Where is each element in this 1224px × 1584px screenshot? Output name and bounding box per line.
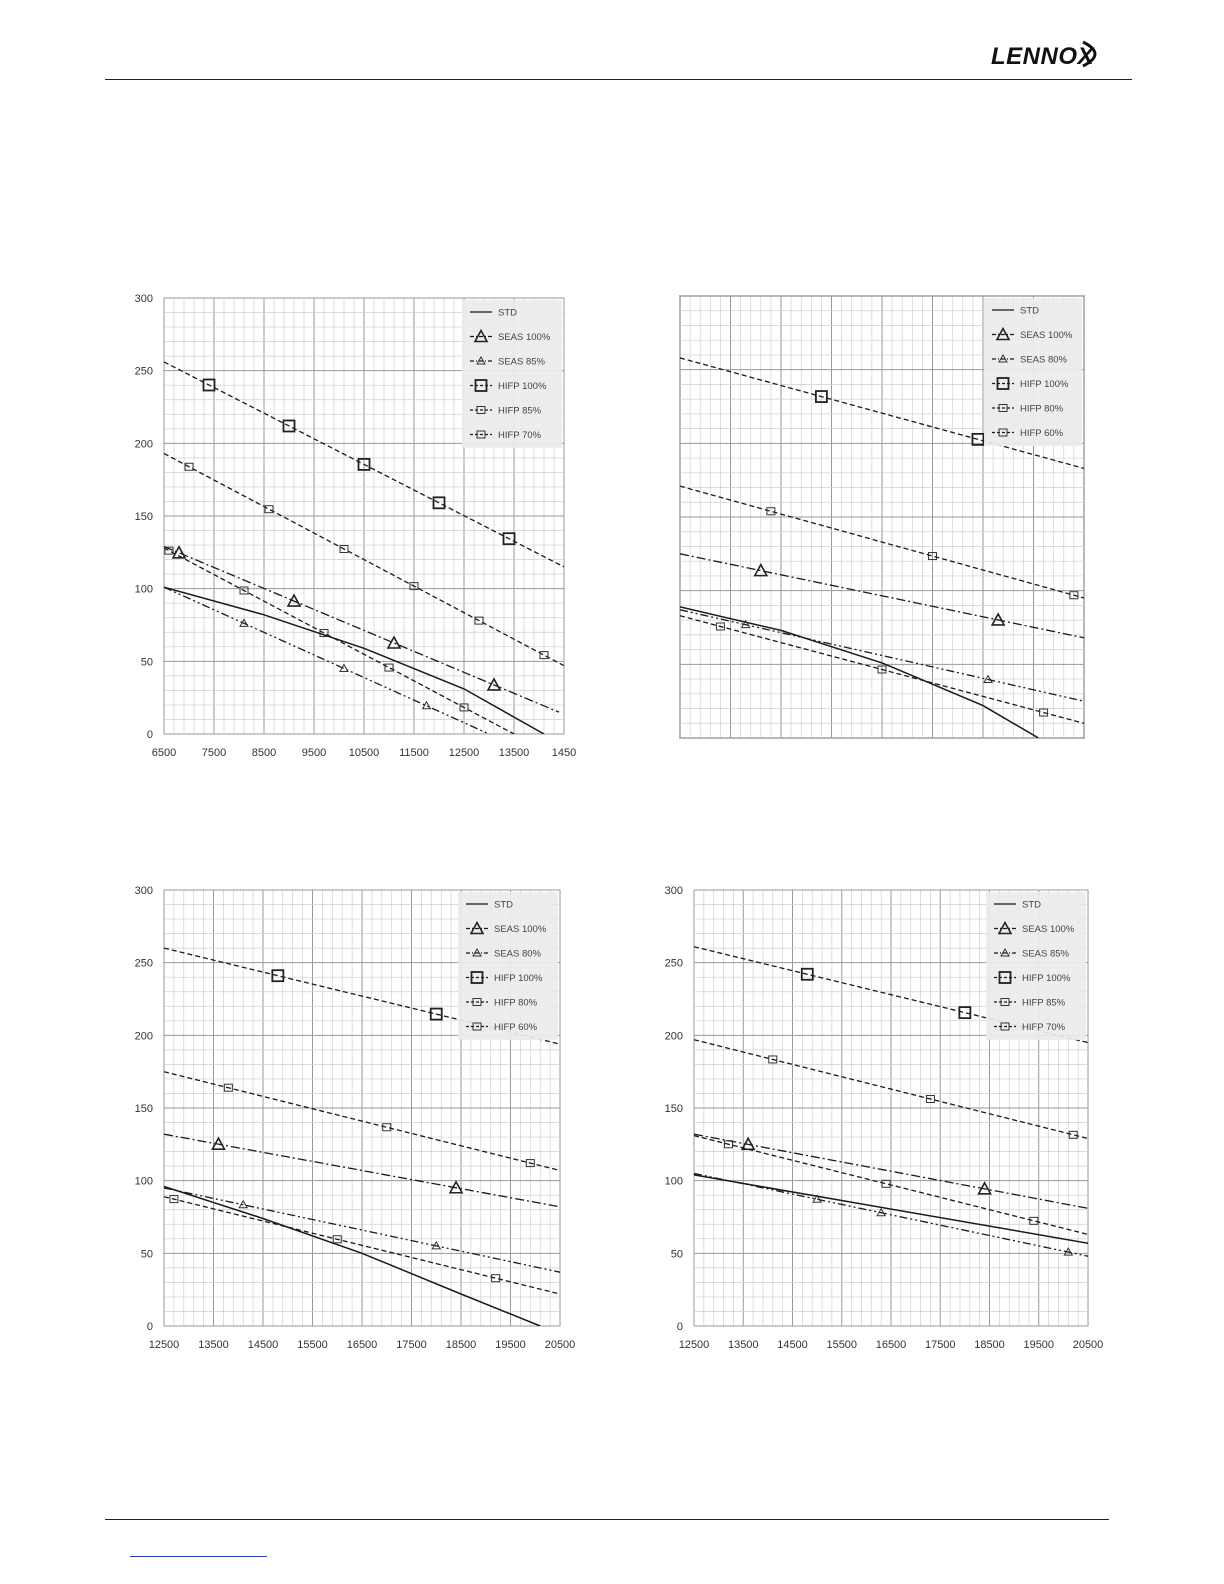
y-tick-label: 100 [134,1175,153,1188]
chart-top-right [650,288,1095,743]
y-tick-label: 50 [140,656,153,669]
legend-label: STD [494,899,513,911]
x-tick-label: 18500 [445,1339,477,1351]
x-tick-label: 16500 [875,1339,907,1351]
legend-label: HIFP 100% [1022,973,1071,984]
y-tick-label: 150 [134,511,153,523]
legend-label: HIFP 80% [1020,403,1064,415]
y-tick-label: 300 [134,885,153,897]
x-tick-label: 12500 [148,1339,180,1351]
x-tick-label: 20500 [1072,1339,1104,1351]
chart-svg [650,288,1095,743]
legend-label: SEAS 100% [498,332,551,343]
x-tick-label: 17500 [396,1339,427,1351]
legend-label: SEAS 80% [494,948,541,960]
legend-label: SEAS 100% [1020,330,1073,341]
legend-label: HIFP 70% [1022,1022,1066,1033]
y-tick-label: 300 [134,293,153,305]
x-tick-label: 14500 [247,1339,279,1351]
footer-link-underline [130,1556,267,1557]
header-rule [105,79,1132,80]
y-tick-label: 200 [134,438,153,451]
x-tick-label: 13500 [727,1339,759,1351]
x-tick-label: 7500 [201,747,227,759]
legend-label: HIFP 70% [498,430,542,441]
y-tick-label: 250 [134,365,153,378]
legend [458,892,558,1040]
legend-box [458,892,558,1040]
x-tick-label: 14500 [777,1339,808,1351]
x-tick-label: 17500 [924,1339,956,1351]
legend-label: HIFP 80% [494,997,538,1009]
x-tick-label: 13500 [498,747,530,759]
y-tick-label: 0 [676,1321,683,1333]
chart-top-left [120,288,580,763]
x-tick-label: 19500 [495,1339,526,1351]
x-tick-label: 8500 [251,747,277,759]
y-tick-label: 100 [134,583,153,596]
x-tick-label: 6500 [151,747,177,759]
chart-svg [120,288,580,763]
legend [984,298,1082,446]
legend-label: STD [1022,899,1041,911]
legend-label: HIFP 85% [498,405,542,417]
x-tick-label: 1450 [551,747,577,759]
legend-box [984,298,1082,446]
legend-box [462,300,562,448]
y-tick-label: 0 [146,1321,153,1333]
y-tick-label: 50 [140,1248,153,1261]
chart-bottom-left [120,880,580,1355]
chart-svg [120,880,580,1355]
legend-label: HIFP 60% [1020,428,1064,439]
logo-text: LENNOX [991,43,1095,70]
x-tick-label: 12500 [448,747,480,759]
x-tick-label: 15500 [826,1339,858,1351]
legend-label: SEAS 85% [498,356,545,368]
x-tick-label: 15500 [297,1339,328,1351]
legend-label: HIFP 85% [1022,997,1066,1009]
y-tick-label: 150 [134,1103,153,1115]
x-tick-label: 10500 [348,747,380,759]
x-tick-label: 19500 [1023,1339,1055,1351]
legend-box [986,892,1086,1040]
y-tick-label: 200 [134,1030,153,1043]
legend-label: STD [498,307,517,319]
footer-rule [105,1519,1109,1520]
legend-label: HIFP 100% [498,381,547,392]
chart-svg [650,880,1110,1355]
legend [986,892,1086,1040]
legend-label: HIFP 100% [1020,379,1069,390]
x-tick-label: 20500 [544,1339,576,1351]
x-tick-label: 13500 [198,1339,229,1351]
x-tick-label: 18500 [974,1339,1005,1351]
legend-label: SEAS 100% [1022,924,1075,935]
y-tick-label: 200 [664,1030,683,1043]
legend [462,300,562,448]
y-tick-label: 100 [664,1175,683,1188]
legend-label: HIFP 100% [494,973,543,984]
x-tick-label: 12500 [678,1339,710,1351]
legend-label: SEAS 85% [1022,948,1069,960]
x-tick-label: 16500 [346,1339,378,1351]
y-tick-label: 250 [134,957,153,970]
legend-label: SEAS 100% [494,924,547,935]
y-tick-label: 0 [146,729,153,741]
y-tick-label: 50 [670,1248,683,1261]
y-tick-label: 250 [664,957,683,970]
lennox-logo [985,36,1110,72]
y-tick-label: 150 [664,1103,683,1115]
x-tick-label: 9500 [301,747,327,759]
x-tick-label: 11500 [399,747,429,759]
legend-label: STD [1020,305,1039,317]
legend-label: SEAS 80% [1020,354,1067,366]
legend-label: HIFP 60% [494,1022,538,1033]
y-tick-label: 300 [664,885,683,897]
chart-bottom-right [650,880,1110,1355]
